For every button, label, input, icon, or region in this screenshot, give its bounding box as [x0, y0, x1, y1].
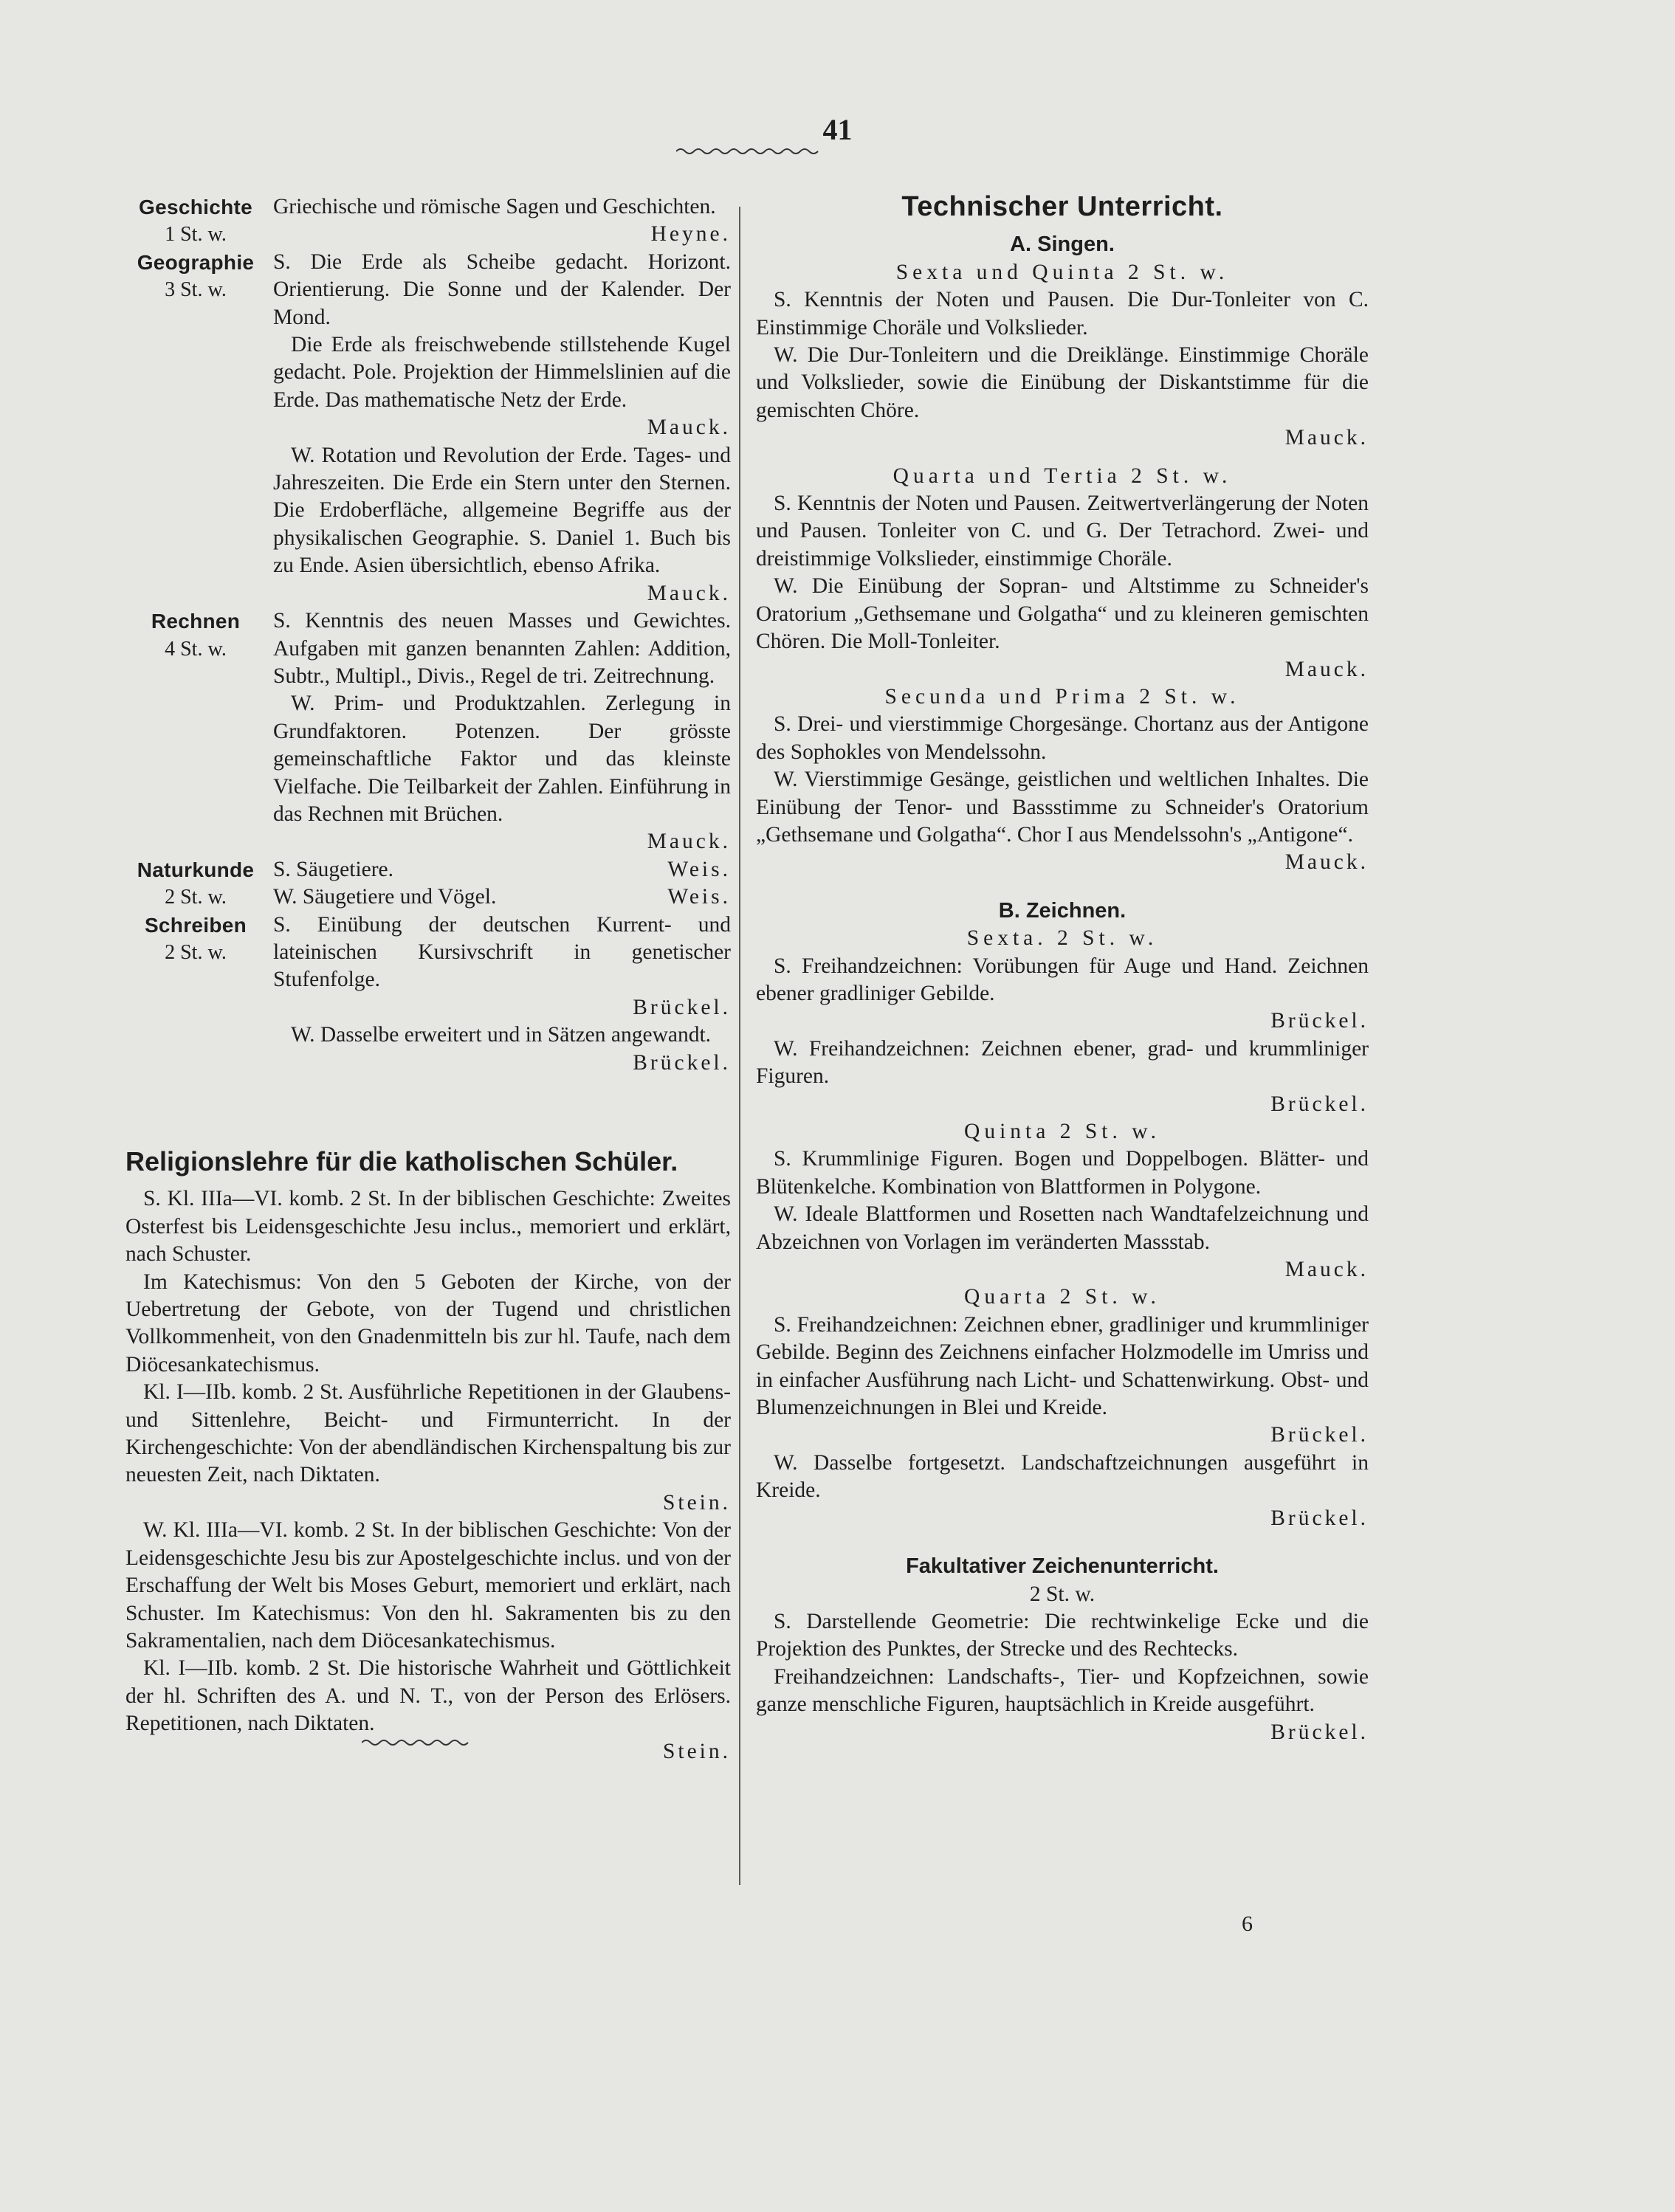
paragraph: S. Einübung der deutschen Kurrent- und lateinischen Kursivschrift in genetischer Stufenfolge. Brückel. [273, 912, 731, 1022]
zeichnen-heading: B. Zeichnen. [998, 898, 1127, 923]
subject-naturkunde [125, 856, 731, 912]
teacher-name: Mauck. [1284, 426, 1369, 450]
subject-name: Naturkunde [137, 858, 255, 881]
paragraph: Griechische und römische Sagen und Geschichten. Heyne. [273, 193, 731, 249]
fakultativ-hours: 2 St. w. [1029, 1582, 1096, 1606]
teacher-name: Stein. [662, 1490, 731, 1515]
subject-hours: 4 St. w. [165, 637, 227, 661]
teacher-name: Brückel. [1270, 1092, 1369, 1116]
teacher-name: Brückel. [1270, 1009, 1369, 1033]
group-title: Secunda und Prima 2 St. w. [884, 684, 1240, 709]
fakultativ-heading: Fakultativer Zeichenunterricht. [906, 1554, 1219, 1579]
paragraph: Kl. I—IIb. komb. 2 St. Die historische Wahrheit und Göttlichkeit der hl. Schriften des A. und N. T., von der Person des Erlösers. Repetitionen, nach Diktaten. Stein. [125, 1655, 731, 1765]
teacher-name: Stein. [662, 1739, 731, 1763]
paragraph: Die Erde als freischwebende stillstehende Kugel gedacht. Pole. Projektion der Himmelslinien auf die Erde. Das mathematische Netz der Erde. Mauck. [273, 331, 731, 442]
paragraph: W. Ideale Blattformen und Rosetten nach Wandtafelzeichnung und Abzeichnen von Vorlagen im veränderten Massstab. Mauck. [756, 1201, 1369, 1284]
paragraph: S. Säugetiere. Weis. [273, 856, 731, 883]
subject-name: Geographie [137, 250, 255, 274]
teacher-name: Brückel. [633, 995, 731, 1019]
group-title: Sexta. 2 St. w. [966, 926, 1158, 951]
group-title: Quinta 2 St. w. [964, 1120, 1160, 1143]
paragraph: S. Die Erde als Scheibe gedacht. Horizont. Orientierung. Die Sonne und der Kalender. Der Mond. [273, 249, 731, 329]
teacher-name: Mauck. [647, 416, 731, 440]
subject-schreiben [125, 912, 731, 1077]
group-title: Sexta und Quinta 2 St. w. [895, 260, 1229, 284]
paragraph: W. Dasselbe fortgesetzt. Landschaftzeichnungen ausgeführt in Kreide. Brückel. [756, 1450, 1369, 1532]
teacher-name: Weis. [667, 885, 731, 909]
group-title: Quarta 2 St. w. [964, 1285, 1160, 1309]
column-divider [739, 207, 740, 1885]
teacher-name: Brückel. [1270, 1720, 1369, 1744]
right-column [756, 193, 1369, 1746]
teacher-name: Brückel. [1270, 1423, 1369, 1447]
paragraph: S. Freihandzeichnen: Zeichnen ebner, gradliniger und krummliniger Gebilde. Beginn des Zeichnens einfacher Holzmodelle im Umriss und in einfacher Ausführung nach Licht- und Schattenwirkung. Obst- und Blumenzeichnungen in Blei und Kreide. Brückel. [756, 1312, 1369, 1450]
teacher-name: Heyne. [650, 222, 731, 247]
teacher-name: Weis. [667, 857, 731, 881]
paragraph: W. Rotation und Revolution der Erde. Tages- und Jahreszeiten. Die Erde ein Stern unter den Sternen. Die Erdoberfläche, allgemeine Begriffe aus der physikalischen Geographie. S. Daniel 1. Buch bis zu Ende. Asien übersichtlich, ebenso Afrika. Mauck. [273, 442, 731, 607]
paragraph: W. Prim- und Produktzahlen. Zerlegung in Grundfaktoren. Potenzen. Der grösste gemeinschaftliche Faktor und das kleinste Vielfache. Die Teilbarkeit der Zahlen. Einführung in das Rechnen mit Brüchen. Mauck. [273, 690, 731, 855]
teacher-name: Brückel. [633, 1050, 731, 1075]
subject-geschichte [125, 193, 731, 249]
group-title: Quarta und Tertia 2 St. w. [892, 464, 1232, 488]
subject-geographie [125, 249, 731, 607]
teacher-name: Mauck. [1284, 657, 1369, 681]
teacher-name: Mauck. [647, 581, 731, 605]
paragraph: W. Vierstimmige Gesänge, geistlichen und weltlichen Inhaltes. Die Einübung der Tenor- und Bassstimme zu Schneider's Oratorium „Gethsemane und Golgatha“. Chor I aus Mendelssohn's „Antigone“. Mauck. [756, 766, 1369, 877]
paragraph: W. Die Dur-Tonleitern und die Dreiklänge. Einstimmige Choräle und Volkslieder, sowie die Einübung der Diskantstimme für die gemischten Chöre. Mauck. [756, 342, 1369, 452]
paragraph: S. Krummlinige Figuren. Bogen und Doppelbogen. Blätter- und Blütenkelche. Kombination von Blattformen in Polygone. [756, 1147, 1369, 1199]
ornament-wave-top [676, 146, 824, 156]
subject-rechnen [125, 607, 731, 856]
left-column [125, 193, 731, 1765]
paragraph: Im Katechismus: Von den 5 Geboten der Kirche, von der Uebertretung der Gebote, von der Tugend und christlichen Vollkommenheit, von den Gnadenmitteln bis zur hl. Taufe, nach dem Diöcesankatechismus. [125, 1269, 731, 1377]
religion-heading: Religionslehre für die katholischen Schüler. [125, 1146, 678, 1176]
paragraph: W. Dasselbe erweitert und in Sätzen angewandt. Brückel. [273, 1021, 731, 1077]
paragraph: Kl. I—IIb. komb. 2 St. Ausführliche Repetitionen in der Glaubens- und Sittenlehre, Beicht- und Firmunterricht. In der Kirchengeschichte: Von der abendländischen Kirchenspaltung bis zur neuesten Zeit, nach Diktaten. Stein. [125, 1379, 731, 1517]
teacher-name: Mauck. [1284, 850, 1369, 875]
paragraph: Freihandzeichnen: Landschafts-, Tier- und Kopfzeichnen, sowie ganze menschliche Figuren, hauptsächlich in Kreide ausgeführt. Brückel. [756, 1664, 1369, 1746]
paragraph: W. Freihandzeichnen: Zeichnen ebener, grad- und krummliniger Figuren. Brückel. [756, 1036, 1369, 1118]
subject-hours: 2 St. w. [165, 886, 227, 909]
paragraph: W. Die Einübung der Sopran- und Altstimme zu Schneider's Oratorium „Gethsemane und Golgatha“ und zu kleineren gemischten Chören. Die Moll-Tonleiter. Mauck. [756, 573, 1369, 683]
subject-hours: 2 St. w. [165, 940, 227, 964]
teacher-name: Brückel. [1270, 1506, 1369, 1530]
teacher-name: Mauck. [647, 830, 731, 854]
subject-name: Schreiben [144, 913, 247, 937]
ornament-wave-bottom [362, 1737, 472, 1748]
paragraph: S. Kenntnis der Noten und Pausen. Zeitwertverlängerung der Noten und Pausen. Tonleiter von C. und G. Der Tetrachord. Zwei- und dreistimmige Volkslieder, einstimmige Choräle. [756, 492, 1369, 571]
subject-name: Geschichte [139, 196, 252, 218]
subject-hours: 1 St. w. [165, 223, 227, 247]
paragraph: S. Darstellende Geometrie: Die rechtwinkelige Ecke und die Projektion des Punktes, der Strecke und des Rechtecks. [756, 1609, 1369, 1661]
paragraph: S. Kenntnis des neuen Masses und Gewichtes. Aufgaben mit ganzen benannten Zahlen: Addition, Subtr., Multipl., Divis., Regel de tri. Zeitrechnung. [273, 609, 731, 688]
sheet-signature-number: 6 [1242, 1912, 1253, 1936]
technical-heading: Technischer Unterricht. [901, 191, 1223, 222]
subject-hours: 3 St. w. [165, 278, 227, 302]
page-number: 41 [822, 113, 853, 146]
singen-heading: A. Singen. [1010, 232, 1115, 257]
paragraph: S. Drei- und vierstimmige Chorgesänge. Chortanz aus der Antigone des Sophokles von Mendelssohn. [756, 712, 1369, 764]
paragraph: W. Säugetiere und Vögel. Weis. [273, 883, 731, 911]
subject-name: Rechnen [151, 610, 241, 633]
paragraph: W. Kl. IIIa—VI. komb. 2 St. In der biblischen Geschichte: Von der Leidensgeschichte Jesu bis zur Apostelgeschichte inclus. und von der Erschaffung der Welt bis Moses Geburt, memoriert und erklärt, nach Schuster. Im Katechismus: Von den hl. Sakramenten bis zu den Sakramentalien, nach dem Diöcesankatechismus. [125, 1518, 731, 1653]
paragraph: S. Kl. IIIa—VI. komb. 2 St. In der biblischen Geschichte: Zweites Osterfest bis Leidensgeschichte Jesu inclus., memoriert und erklärt, nach Schuster. [125, 1187, 731, 1267]
paragraph: S. Kenntnis der Noten und Pausen. Die Dur-Tonleiter von C. Einstimmige Choräle und Volkslieder. [756, 288, 1369, 340]
teacher-name: Mauck. [1284, 1258, 1369, 1282]
paragraph: S. Freihandzeichnen: Vorübungen für Auge und Hand. Zeichnen ebener gradliniger Gebilde. Brückel. [756, 953, 1369, 1036]
